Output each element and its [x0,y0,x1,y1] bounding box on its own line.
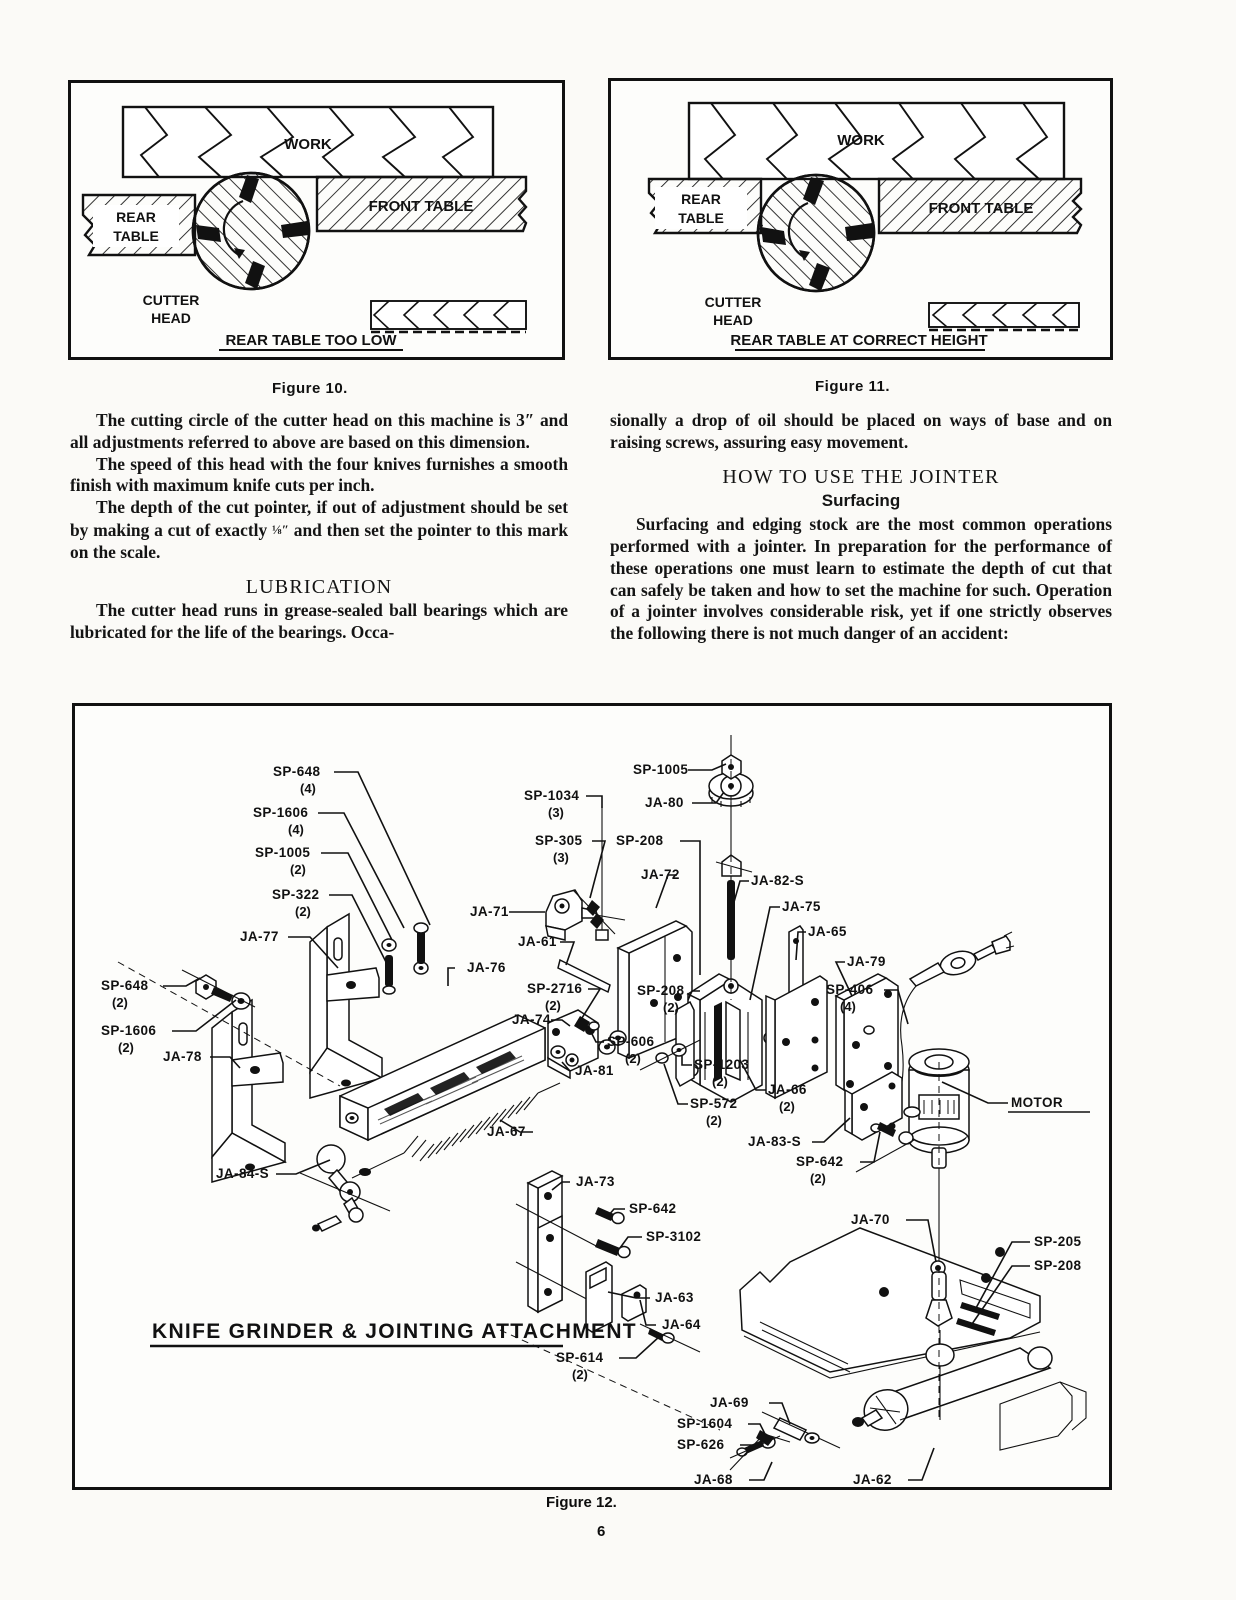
callout-sp-642-2-label: SP-642 [796,1154,844,1169]
subheading-surfacing: Surfacing [821,491,901,511]
figure-12-inner-title: KNIFE GRINDER & JOINTING ATTACHMENT [152,1320,637,1343]
callout-sp-322-2-qty: (2) [295,904,311,919]
callout-sp-572-2-label: SP-572 [690,1096,738,1111]
callout-ja-82-s-label: JA-82-S [751,873,805,888]
callout-ja-65-label: JA-65 [808,924,847,939]
left-para-3a: The depth of the cut pointer, if out of adjustment should be set by making a cut of exactly [70,497,568,540]
callout-ja-77-label: JA-77 [240,929,279,944]
callout-ja-71-label: JA-71 [470,904,509,919]
fig10-cutter-head-label-2: HEAD [151,310,191,326]
callout-sp-1203-2-label: SP-1203 [694,1057,750,1072]
heading-how-to-use-the-jointer: HOW TO USE THE JOINTER [722,465,1000,488]
callout-sp-1606-2-label: SP-1606 [101,1023,157,1038]
callout-ja-68-label: JA-68 [694,1472,733,1484]
callout-ja-79-label: JA-79 [847,954,886,969]
callout-sp-648-4-label: SP-648 [273,764,321,779]
callout-ja-72-label: JA-72 [641,867,680,882]
page-number: 6 [597,1523,606,1540]
callout-ja-63-label: JA-63 [655,1290,694,1305]
fig11-cutter-head-label-2: HEAD [713,312,753,328]
callout-ja-81-label: JA-81 [575,1063,614,1078]
figure-12-frame [72,703,1112,1490]
callout-sp-2716-2-qty: (2) [545,998,561,1013]
callout-sp-208-btm-label: SP-208 [1034,1258,1082,1273]
fig10-title: REAR TABLE TOO LOW [225,332,397,349]
right-para-1: sionally a drop of oil should be placed on ways of base and on raising screws, assuring easy movement. [610,410,1112,452]
callout-ja-83-s-label: JA-83-S [748,1134,802,1149]
callout-sp-642-2-qty: (2) [810,1171,826,1186]
figure-11-drawing [611,81,1110,357]
callout-sp-305-3-label: SP-305 [535,833,583,848]
callout-sp-614-2-label: SP-614 [556,1350,604,1365]
left-para-2: The speed of this head with the four knives furnishes a smooth finish with maximum knife cuts per inch. [70,453,568,496]
callout-ja-76-label: JA-76 [467,960,506,975]
callout-sp-1203-2-qty: (2) [712,1074,728,1089]
callout-sp-614-2-qty: (2) [572,1367,588,1382]
right-para-2: Surfacing and edging stock are the most common operations performed with a jointer. In preparation for the performance of these operations one must learn to estimate the depth of cut that can safely be taken and how to set the machine for such. Operation of a jointer involves considerable risk, yet if one strictly observes the following there is not much danger of an accident: [610,514,1112,644]
part-base-edge [1000,1382,1086,1450]
callout-ja-62-label: JA-62 [853,1472,892,1484]
callout-sp-1604-label: SP-1604 [677,1416,733,1431]
callout-sp-1606-4-qty: (4) [288,822,304,837]
figure-10-caption: Figure 10. [272,380,348,397]
figure-11-caption: Figure 11. [815,378,891,395]
fig10-rear-table-label-2: TABLE [113,228,159,244]
fig11-work-label: WORK [837,132,885,149]
callout-sp-606-2-label: SP-606 [607,1034,655,1049]
fig10-rear-table-label-1: REAR [116,209,156,225]
callout-sp-1005-2-label: SP-1005 [255,845,311,860]
figure-12-caption: Figure 12. [546,1494,617,1511]
figure-10-drawing [71,83,562,357]
callout-sp-606-2-qty: (2) [625,1051,641,1066]
callout-ja-75-label: JA-75 [782,899,821,914]
fig10-cutter-head-label-1: CUTTER [142,292,200,308]
callout-sp-1034-3-qty: (3) [548,805,564,820]
part-base-casting [740,1228,1040,1378]
part-left-fasteners [182,970,255,1009]
callout-sp-406-4-qty: (4) [840,999,856,1014]
fraction-one-eighth: ⅛″ [272,521,289,537]
right-text-column [610,410,1112,645]
callout-sp-205-label: SP-205 [1034,1234,1082,1249]
part-ja-66 [766,976,827,1098]
callout-ja-73-label: JA-73 [576,1174,615,1189]
callout-ja-66-2-label: JA-66 [768,1082,807,1097]
left-para-3b: and then set the pointer to this mark on the scale. [70,519,568,562]
callout-ja-69-label: JA-69 [710,1395,749,1410]
callout-ja-78-label: JA-78 [163,1049,202,1064]
callout-ja-64-label: JA-64 [662,1317,701,1332]
callout-ja-70-label: JA-70 [851,1212,890,1227]
callout-sp-648-2-qty: (2) [112,995,128,1010]
left-para-3 [70,497,568,563]
left-para-4: The cutter head runs in grease-sealed ball bearings which are lubricated for the life of the bearings. Occa- [70,600,568,643]
callout-sp-1034-3-label: SP-1034 [524,788,580,803]
callout-sp-322-2-label: SP-322 [272,887,320,902]
callout-sp-648-2-label: SP-648 [101,978,149,993]
part-ja-84-s [300,1145,390,1232]
callout-motor-label: MOTOR [1011,1095,1063,1110]
callout-sp-208-top-label: SP-208 [616,833,664,848]
left-text-column [70,410,568,644]
fig11-front-table-label: FRONT TABLE [928,200,1034,217]
callout-sp-1005-2-qty: (2) [290,862,306,877]
callout-sp-626-label: SP-626 [677,1437,725,1452]
part-ja-77 [310,914,382,1098]
callout-sp-1606-4-label: SP-1606 [253,805,309,820]
callout-ja-80-label: JA-80 [645,795,684,810]
part-ja-78 [212,1000,285,1182]
callout-sp-406-4-label: SP-406 [826,982,874,997]
callout-sp-305-3-qty: (3) [553,850,569,865]
fig10-work-label: WORK [284,136,332,153]
fig11-rear-table-label-2: TABLE [678,210,724,226]
fig10-front-table-label: FRONT TABLE [368,198,474,215]
callout-sp-2716-2-label: SP-2716 [527,981,583,996]
callout-ja-74-label: JA-74 [512,1012,551,1027]
callout-ja-67-label: JA-67 [487,1124,526,1139]
callout-ja-66-2-qty: (2) [779,1099,795,1114]
heading-lubrication: LUBRICATION [245,575,393,598]
fig11-rear-table-label-1: REAR [681,191,721,207]
part-ja-64 [622,1285,646,1321]
fig11-cutter-head-label-1: CUTTER [704,294,762,310]
callout-ja-61-label: JA-61 [518,934,557,949]
callout-sp-572-2-qty: (2) [706,1113,722,1128]
figure-12-drawing [72,703,1106,1484]
figure-10-frame [68,80,565,360]
callout-sp-1606-2-qty: (2) [118,1040,134,1055]
callout-sp-642-label: SP-642 [629,1201,677,1216]
fig11-title: REAR TABLE AT CORRECT HEIGHT [730,332,988,349]
callout-sp-3102-label: SP-3102 [646,1229,702,1244]
callout-sp-208-2-label: SP-208 [637,983,685,998]
figure-11-frame [608,78,1113,360]
left-para-1: The cutting circle of the cutter head on this machine is 3″ and all adjustments referred to above are based on this dimension. [70,410,568,452]
callout-sp-648-4-qty: (4) [300,781,316,796]
callout-ja-84-s-label: JA-84-S [216,1166,270,1181]
callout-sp-208-2-qty: (2) [663,1000,679,1015]
callout-sp-1005-top-label: SP-1005 [633,762,689,777]
